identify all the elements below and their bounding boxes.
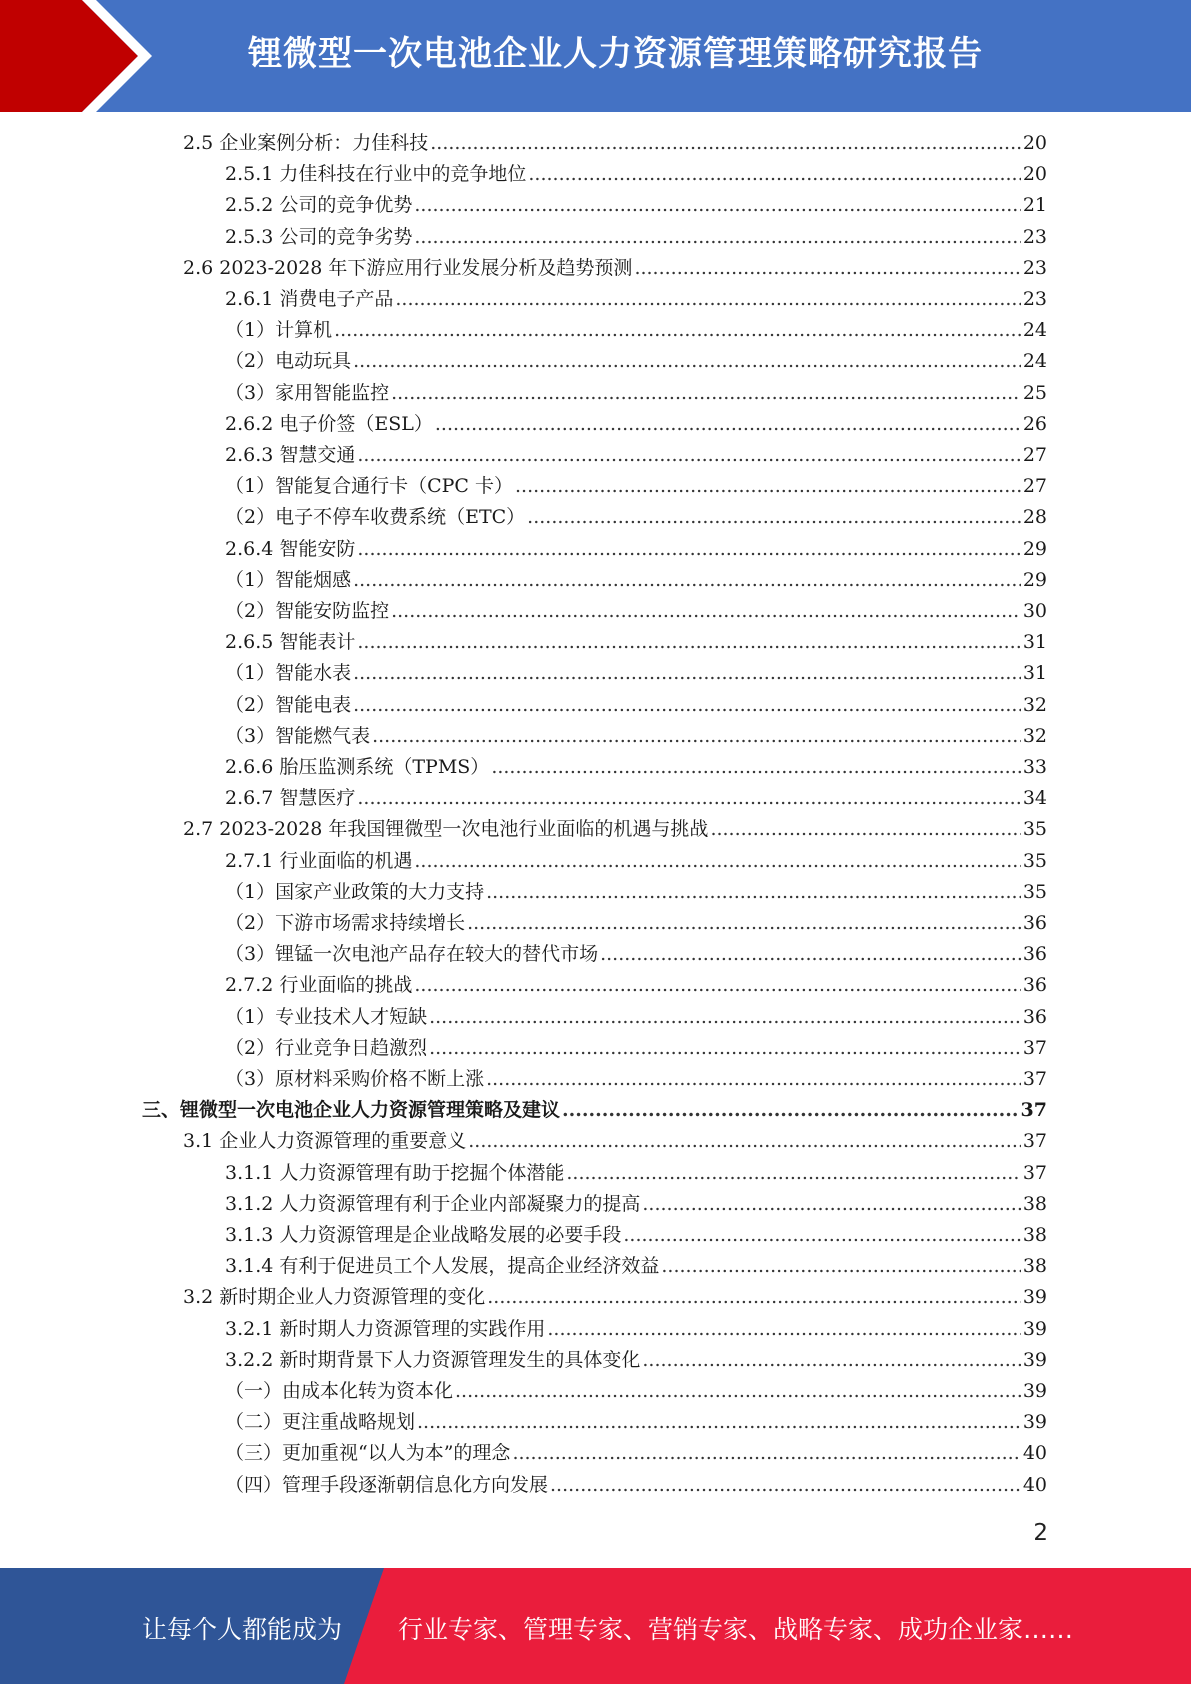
toc-dot-leader [357,440,1020,470]
toc-entry-title: 2.6.1 消费电子产品 [225,288,394,310]
toc-entry[interactable] [225,502,1047,532]
toc-entry-title: （2）智能安防监控 [225,600,390,622]
toc-entry-title: （1）专业技术人才短缺 [225,1005,428,1028]
toc-entry-title: 2.6.4 智能安防 [225,537,356,560]
toc-entry-page: 23 [1022,256,1047,279]
toc-entry[interactable] [225,284,1047,314]
toc-dot-leader [414,846,1020,876]
toc-entry-title: 2.5.1 力佳科技在行业中的竞争地位 [225,163,527,186]
toc-entry-page: 20 [1022,163,1047,186]
toc-entry-page: 33 [1022,756,1047,778]
toc-entry-page: 29 [1022,568,1047,591]
toc-entry-title: （一）由成本化转为资本化 [225,1380,454,1402]
toc-entry-page: 32 [1022,693,1047,716]
toc-entry-page: 37 [1022,1036,1047,1059]
toc-entry-title: （2）智能电表 [225,693,352,716]
toc-entry-page: 39 [1022,1348,1047,1371]
toc-entry-page: 35 [1022,880,1047,903]
toc-entry[interactable] [183,128,1047,158]
toc-entry[interactable] [225,783,1047,813]
toc-entry[interactable] [225,1158,1047,1188]
toc-entry[interactable] [225,658,1047,688]
toc-entry[interactable] [225,1033,1047,1063]
toc-entry-title: （3）原材料采购价格不断上涨 [225,1068,485,1090]
toc-dot-leader [491,752,1021,782]
toc-dot-leader [414,190,1020,220]
toc-entry[interactable] [225,877,1047,907]
toc-entry-page: 35 [1022,849,1047,872]
toc-entry-page: 40 [1022,1442,1047,1465]
toc-entry[interactable] [225,690,1047,720]
toc-entry[interactable] [225,1220,1047,1250]
toc-dot-leader [642,1189,1020,1219]
toc-entry-title: 三、锂微型一次电池企业人力资源管理策略及建议 [142,1099,561,1122]
toc-entry-title: （2）电动玩具 [225,350,352,373]
toc-entry-title: （3）家用智能监控 [225,381,390,404]
toc-dot-leader [562,1095,1019,1125]
toc-dot-leader [547,1314,1020,1344]
toc-entry[interactable] [225,409,1047,439]
toc-entry-page: 38 [1022,1255,1047,1278]
toc-dot-leader [353,565,1021,595]
toc-dot-leader [357,627,1020,657]
toc-dot-leader [468,1126,1021,1156]
toc-entry-title: 3.1.2 人力资源管理有利于企业内部凝聚力的提高 [225,1192,641,1215]
toc-entry-title: 2.5.2 公司的竞争优势 [225,194,413,217]
toc-entry-title: 2.6.6 胎压监测系统（TPMS） [225,756,490,778]
toc-entry[interactable] [225,1314,1047,1344]
toc-entry[interactable] [225,1470,1047,1500]
toc-dot-leader [353,658,1021,688]
toc-entry-page: 35 [1022,818,1047,841]
toc-entry[interactable] [225,1251,1047,1281]
toc-dot-leader [566,1158,1020,1188]
toc-entry[interactable] [225,159,1047,189]
toc-entry[interactable] [225,378,1047,408]
toc-dot-leader [435,409,1021,439]
toc-dot-leader [600,939,1021,969]
toc-entry-page: 38 [1022,1224,1047,1246]
toc-entry-page: 37 [1020,1099,1047,1122]
toc-entry-title: （2）行业竞争日趋激烈 [225,1036,428,1059]
toc-dot-leader [353,690,1021,720]
toc-entry[interactable] [225,939,1047,969]
toc-entry-page: 36 [1022,943,1047,966]
toc-entry-page: 39 [1022,1411,1047,1434]
toc-dot-leader [391,378,1021,408]
toc-entry[interactable] [225,471,1047,501]
toc-entry-page: 39 [1022,1380,1047,1402]
toc-entry-title: 2.7.2 行业面临的挑战 [225,974,413,997]
page-number: 2 [1033,1520,1048,1546]
toc-entry-title: 2.5 企业案例分析：力佳科技 [183,132,429,154]
toc-dot-leader [372,721,1021,751]
toc-entry-title: 2.6.2 电子价签（ESL） [225,412,433,435]
toc-entry-title: 2.7 2023-2028 年我国锂微型一次电池行业面临的机遇与挑战 [183,818,709,841]
page-header [0,0,1191,112]
toc-entry[interactable] [225,565,1047,595]
toc-entry-page: 36 [1022,1005,1047,1028]
toc-entry-title: （1）国家产业政策的大力支持 [225,880,485,903]
toc-dot-leader [486,1064,1021,1094]
toc-entry-title: 2.6.3 智慧交通 [225,444,356,466]
toc-dot-leader [357,783,1020,813]
toc-dot-leader [429,1033,1021,1063]
toc-entry[interactable] [225,1376,1047,1406]
toc-dot-leader [391,596,1021,626]
toc-entry-page: 26 [1022,412,1047,435]
toc-entry-title: 3.2 新时期企业人力资源管理的变化 [183,1286,486,1309]
toc-dot-leader [353,346,1021,376]
toc-dot-leader [429,1002,1021,1032]
toc-dot-leader [515,471,1021,501]
page-footer [0,1568,1191,1684]
toc-entry-page: 34 [1022,787,1047,810]
toc-dot-leader [642,1345,1020,1375]
toc-entry[interactable] [225,627,1047,657]
toc-entry[interactable] [225,596,1047,626]
toc-entry[interactable] [225,315,1047,345]
toc-entry-title: （1）计算机 [225,319,333,342]
toc-entry-page: 32 [1022,724,1047,747]
toc-entry-title: 2.6.5 智能表计 [225,631,356,654]
toc-dot-leader [467,908,1021,938]
document-title: 锂微型一次电池企业人力资源管理策略研究报告 [248,34,983,74]
toc-dot-leader [417,1407,1021,1437]
toc-entry-title: 2.7.1 行业面临的机遇 [225,849,413,872]
toc-dot-leader [527,502,1021,532]
toc-entry[interactable] [225,1345,1047,1375]
toc-entry-page: 27 [1022,444,1047,466]
toc-entry[interactable] [225,222,1047,252]
toc-dot-leader [334,315,1021,345]
toc-entry-page: 30 [1022,600,1047,622]
toc-entry[interactable] [225,721,1047,751]
toc-entry-title: 3.1.4 有利于促进员工个人发展，提高企业经济效益 [225,1255,660,1278]
toc-entry-page: 36 [1022,912,1047,934]
toc-entry-title: （3）锂锰一次电池产品存在较大的替代市场 [225,943,599,966]
footer-slogan-right: 行业专家、管理专家、营销专家、战略专家、成功企业家…… [398,1615,1074,1644]
toc-entry-page: 21 [1022,194,1047,217]
toc-dot-leader [710,814,1020,844]
footer-slogan-left: 让每个人都能成为 [142,1615,343,1644]
toc-entry-title: 3.1.1 人力资源管理有助于挖掘个体潜能 [225,1161,565,1184]
toc-entry[interactable] [225,1407,1047,1437]
toc-entry[interactable] [225,1002,1047,1032]
toc-entry[interactable] [142,1095,1047,1125]
toc-entry[interactable] [225,534,1047,564]
toc-entry[interactable] [225,970,1047,1000]
toc-dot-leader [487,1282,1021,1312]
toc-entry-title: 2.6.7 智慧医疗 [225,787,356,810]
toc-entry-title: 2.6 2023-2028 年下游应用行业发展分析及趋势预测 [183,256,633,279]
toc-entry[interactable] [225,908,1047,938]
toc-entry-title: （2）电子不停车收费系统（ETC） [225,506,526,529]
toc-dot-leader [414,970,1020,1000]
toc-entry-title: 3.2.2 新时期背景下人力资源管理发生的具体变化 [225,1348,641,1371]
toc-entry-page: 38 [1022,1192,1047,1215]
toc-entry[interactable] [225,846,1047,876]
toc-entry-title: （2）下游市场需求持续增长 [225,912,466,934]
toc-entry-title: （1）智能水表 [225,662,352,685]
toc-entry-title: 2.5.3 公司的竞争劣势 [225,225,413,248]
toc-entry[interactable] [225,190,1047,220]
toc-entry[interactable] [225,1189,1047,1219]
toc-dot-leader [455,1376,1021,1406]
toc-dot-leader [486,877,1021,907]
toc-entry[interactable] [183,814,1047,844]
toc-entry[interactable] [225,1438,1047,1468]
toc-entry-page: 31 [1022,631,1047,654]
toc-entry-page: 24 [1022,350,1047,373]
toc-dot-leader [512,1438,1020,1468]
toc-entry[interactable] [225,752,1047,782]
toc-entry-page: 37 [1022,1161,1047,1184]
toc-entry[interactable] [225,440,1047,470]
toc-dot-leader [528,159,1020,189]
toc-entry[interactable] [225,346,1047,376]
toc-entry-page: 29 [1022,537,1047,560]
toc-dot-leader [414,222,1020,252]
toc-entry-page: 40 [1022,1473,1047,1496]
toc-entry-title: （1）智能烟感 [225,568,352,591]
toc-entry-title: 3.1 企业人力资源管理的重要意义 [183,1130,467,1153]
toc-entry[interactable] [225,1064,1047,1094]
toc-dot-leader [623,1220,1020,1250]
toc-entry-title: （1）智能复合通行卡（CPC 卡） [225,475,513,498]
toc-entry-page: 23 [1022,288,1047,310]
toc-entry-page: 25 [1022,381,1047,404]
toc-dot-leader [661,1251,1020,1281]
toc-entry-page: 36 [1022,974,1047,997]
toc-entry[interactable] [183,1282,1047,1312]
toc-entry-page: 39 [1022,1317,1047,1340]
toc-entry-page: 23 [1022,225,1047,248]
toc-dot-leader [395,284,1020,314]
toc-entry-title: （3）智能燃气表 [225,724,371,747]
toc-dot-leader [430,128,1021,158]
toc-entry-page: 27 [1022,475,1047,498]
toc-entry-page: 37 [1022,1130,1047,1153]
toc-entry-title: （二）更注重战略规划 [225,1411,416,1434]
toc-entry-page: 24 [1022,319,1047,342]
toc-entry-page: 39 [1022,1286,1047,1309]
toc-entry-title: 3.2.1 新时期人力资源管理的实践作用 [225,1317,546,1340]
toc-entry-title: 3.1.3 人力资源管理是企业战略发展的必要手段 [225,1224,622,1246]
toc-entry-page: 31 [1022,662,1047,685]
toc-entry[interactable] [183,253,1047,283]
toc-entry[interactable] [183,1126,1047,1156]
toc-entry-title: （四）管理手段逐渐朝信息化方向发展 [225,1473,549,1496]
toc-dot-leader [550,1470,1021,1500]
toc-entry-page: 28 [1022,506,1047,529]
toc-entry-page: 37 [1022,1068,1047,1090]
toc-entry-page: 20 [1022,132,1047,154]
toc-entry-title: （三）更加重视“以人为本”的理念 [225,1442,511,1465]
toc-dot-leader [357,534,1020,564]
toc-dot-leader [634,253,1020,283]
